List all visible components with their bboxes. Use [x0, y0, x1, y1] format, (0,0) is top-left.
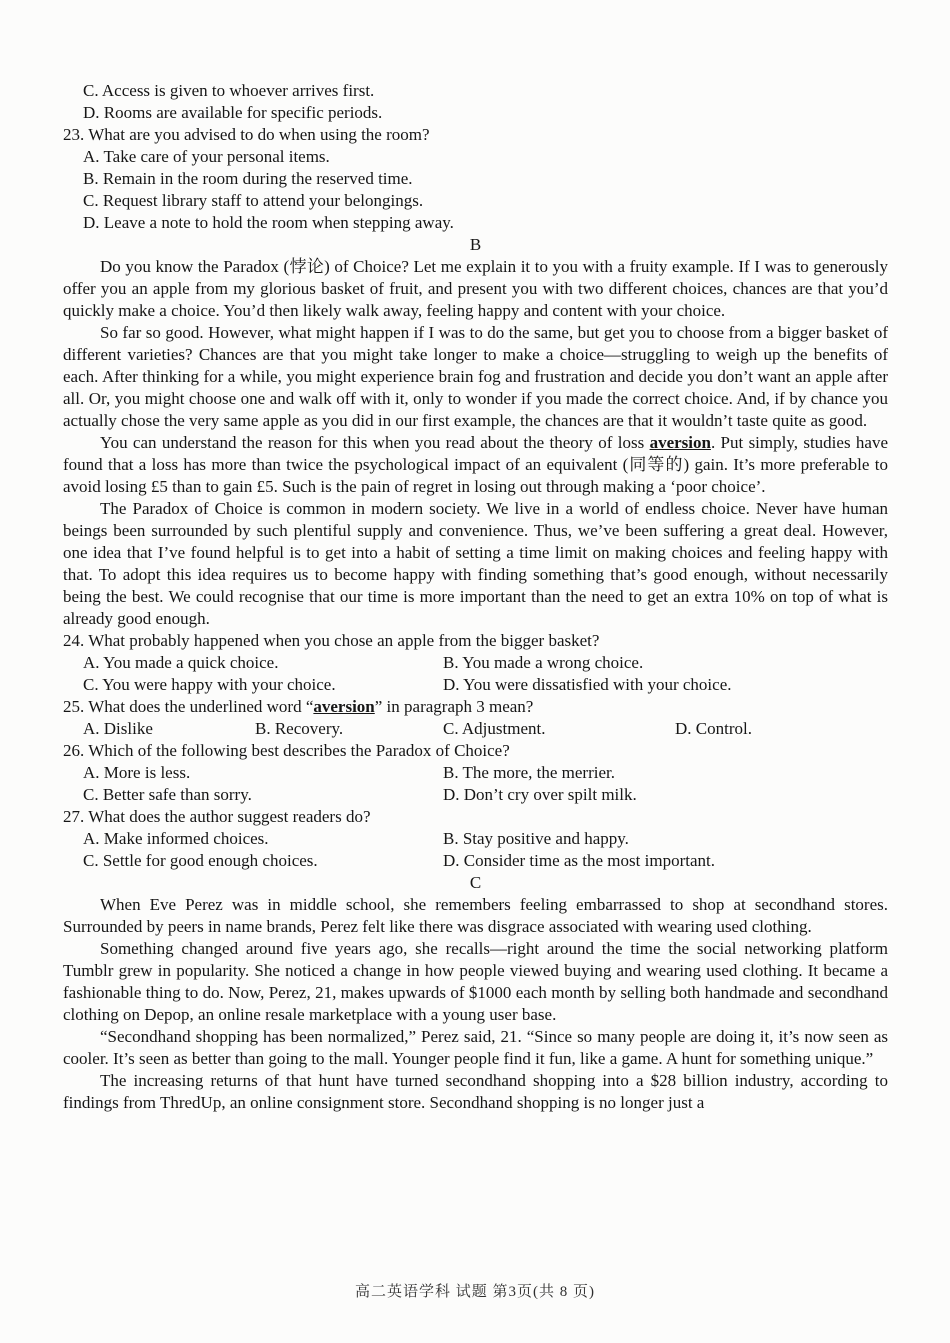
passage-paragraph: Something changed around five years ago, she recalls—right around the time the social networking platform Tumblr grew in popularity. She noticed a change in how people viewed buying and wearing used clothing. It became a fashionable thing to do. Now, Perez, 21, makes upwards of $1000 each month by selling both handmade and secondhand clothing on Depop, an online resale marketplace with a young user base. [63, 939, 888, 1024]
underlined-term: aversion [649, 433, 711, 452]
option-row [63, 828, 888, 850]
option-line: D. Leave a note to hold the room when stepping away. [83, 213, 454, 232]
page-footer: 高二英语学科 试题 第3页(共 8 页) [355, 1284, 595, 1300]
option-a: A. Dislike [83, 719, 153, 738]
option-a: A. More is less. [83, 763, 191, 782]
option-row [63, 674, 888, 696]
question-stem-27: 27. What does the author suggest readers do? [63, 807, 371, 826]
option-c: C. Better safe than sorry. [83, 785, 252, 804]
option-b: B. Stay positive and happy. [443, 829, 629, 848]
option-row [63, 784, 888, 806]
option-c: C. Settle for good enough choices. [83, 851, 318, 870]
option-row [63, 850, 888, 872]
paragraph-text: You can understand the reason for this when you read about the theory of loss [100, 433, 650, 452]
stem-text: 25. What does the underlined word “ [63, 697, 314, 716]
option-line: A. Take care of your personal items. [83, 147, 330, 166]
option-c: C. Adjustment. [443, 719, 546, 738]
question-stem-25 [63, 696, 888, 718]
option-a: A. Make informed choices. [83, 829, 269, 848]
option-d: D. Consider time as the most important. [443, 851, 715, 870]
question-stem-26: 26. Which of the following best describes the Paradox of Choice? [63, 741, 510, 760]
option-row [63, 762, 888, 784]
option-line: D. Rooms are available for specific periods. [83, 103, 383, 122]
section-heading-c: C [469, 873, 482, 892]
option-b: B. The more, the merrier. [443, 763, 615, 782]
option-c: C. You were happy with your choice. [83, 675, 336, 694]
question-stem-24: 24. What probably happened when you chose an apple from the bigger basket? [63, 631, 600, 650]
stem-text: ” in paragraph 3 mean? [374, 697, 534, 716]
passage-paragraph: “Secondhand shopping has been normalized,” Perez said, 21. “Since so many people are doing it, it’s now seen as cooler. It’s seen as better than going to the mall. Younger people find it fun, like a game. A hunt for something unique.” [63, 1027, 888, 1068]
option-b: B. You made a wrong choice. [443, 653, 644, 672]
section-heading-b: B [469, 235, 482, 254]
underlined-term: aversion [313, 697, 375, 716]
passage-paragraph [63, 432, 888, 498]
option-line: C. Access is given to whoever arrives first. [83, 81, 375, 100]
passage-paragraph: So far so good. However, what might happen if I was to do the same, but get you to choose from a bigger basket of different varieties? Chances are that you might take longer to make a choice—struggling to weigh up the benefits of each. After thinking for a while, you might experience brain fog and frustration and decide you don’t want an apple after all. Or, you might choose one and walk off with it, only to wonder if you made the correct choice. And, if by chance you actually chose the very same apple as you did in our first example, the chances are that it wouldn’t taste quite as good. [63, 323, 888, 430]
option-b: B. Recovery. [255, 719, 344, 738]
option-row [63, 652, 888, 674]
passage-paragraph: When Eve Perez was in middle school, she remembers feeling embarrassed to shop at secondhand stores. Surrounded by peers in name brands, Perez felt like there was disgrace associated with wearing used clothing. [63, 895, 888, 936]
option-line: C. Request library staff to attend your belongings. [83, 191, 424, 210]
option-d: D. Control. [675, 719, 752, 738]
passage-paragraph: Do you know the Paradox (悖论) of Choice? Let me explain it to you with a fruity example. If I was to generously offer you an apple from my glorious basket of fruit, and present you with two different choices, chances are that you’d quickly make a choice. You’d then likely walk away, feeling happy and content with your choice. [63, 257, 888, 320]
passage-paragraph: The increasing returns of that hunt have turned secondhand shopping into a $28 billion industry, according to findings from ThredUp, an online consignment store. Secondhand shopping is no longer just a [63, 1071, 888, 1112]
question-stem-23: 23. What are you advised to do when using the room? [63, 125, 430, 144]
passage-paragraph: The Paradox of Choice is common in modern society. We live in a world of endless choice. Never have human beings been surrounded by such plentiful supply and convenience. Thus, we’ve been suffering a great deal. However, one idea that I’ve found helpful is to get into a habit of setting a time limit on making choices and feeling happy with that. To adopt this idea requires us to become happy with finding something that’s good enough, without necessarily being the best. We could recognise that our time is more important than the need to get an extra 10% on top of what is already good enough. [63, 499, 888, 628]
option-d: D. Don’t cry over spilt milk. [443, 785, 637, 804]
option-line: B. Remain in the room during the reserved time. [83, 169, 413, 188]
option-d: D. You were dissatisfied with your choice. [443, 675, 732, 694]
option-row [63, 718, 888, 740]
option-a: A. You made a quick choice. [83, 653, 279, 672]
paragraph-text: . Put simply, studies have found that a loss has more than twice the psychological impact of an equivalent (同等的) gain. It’s more preferable to avoid losing £5 than to gain £5. Such is the pain of regret in losing out through making a ‘poor choice’. [63, 433, 888, 496]
